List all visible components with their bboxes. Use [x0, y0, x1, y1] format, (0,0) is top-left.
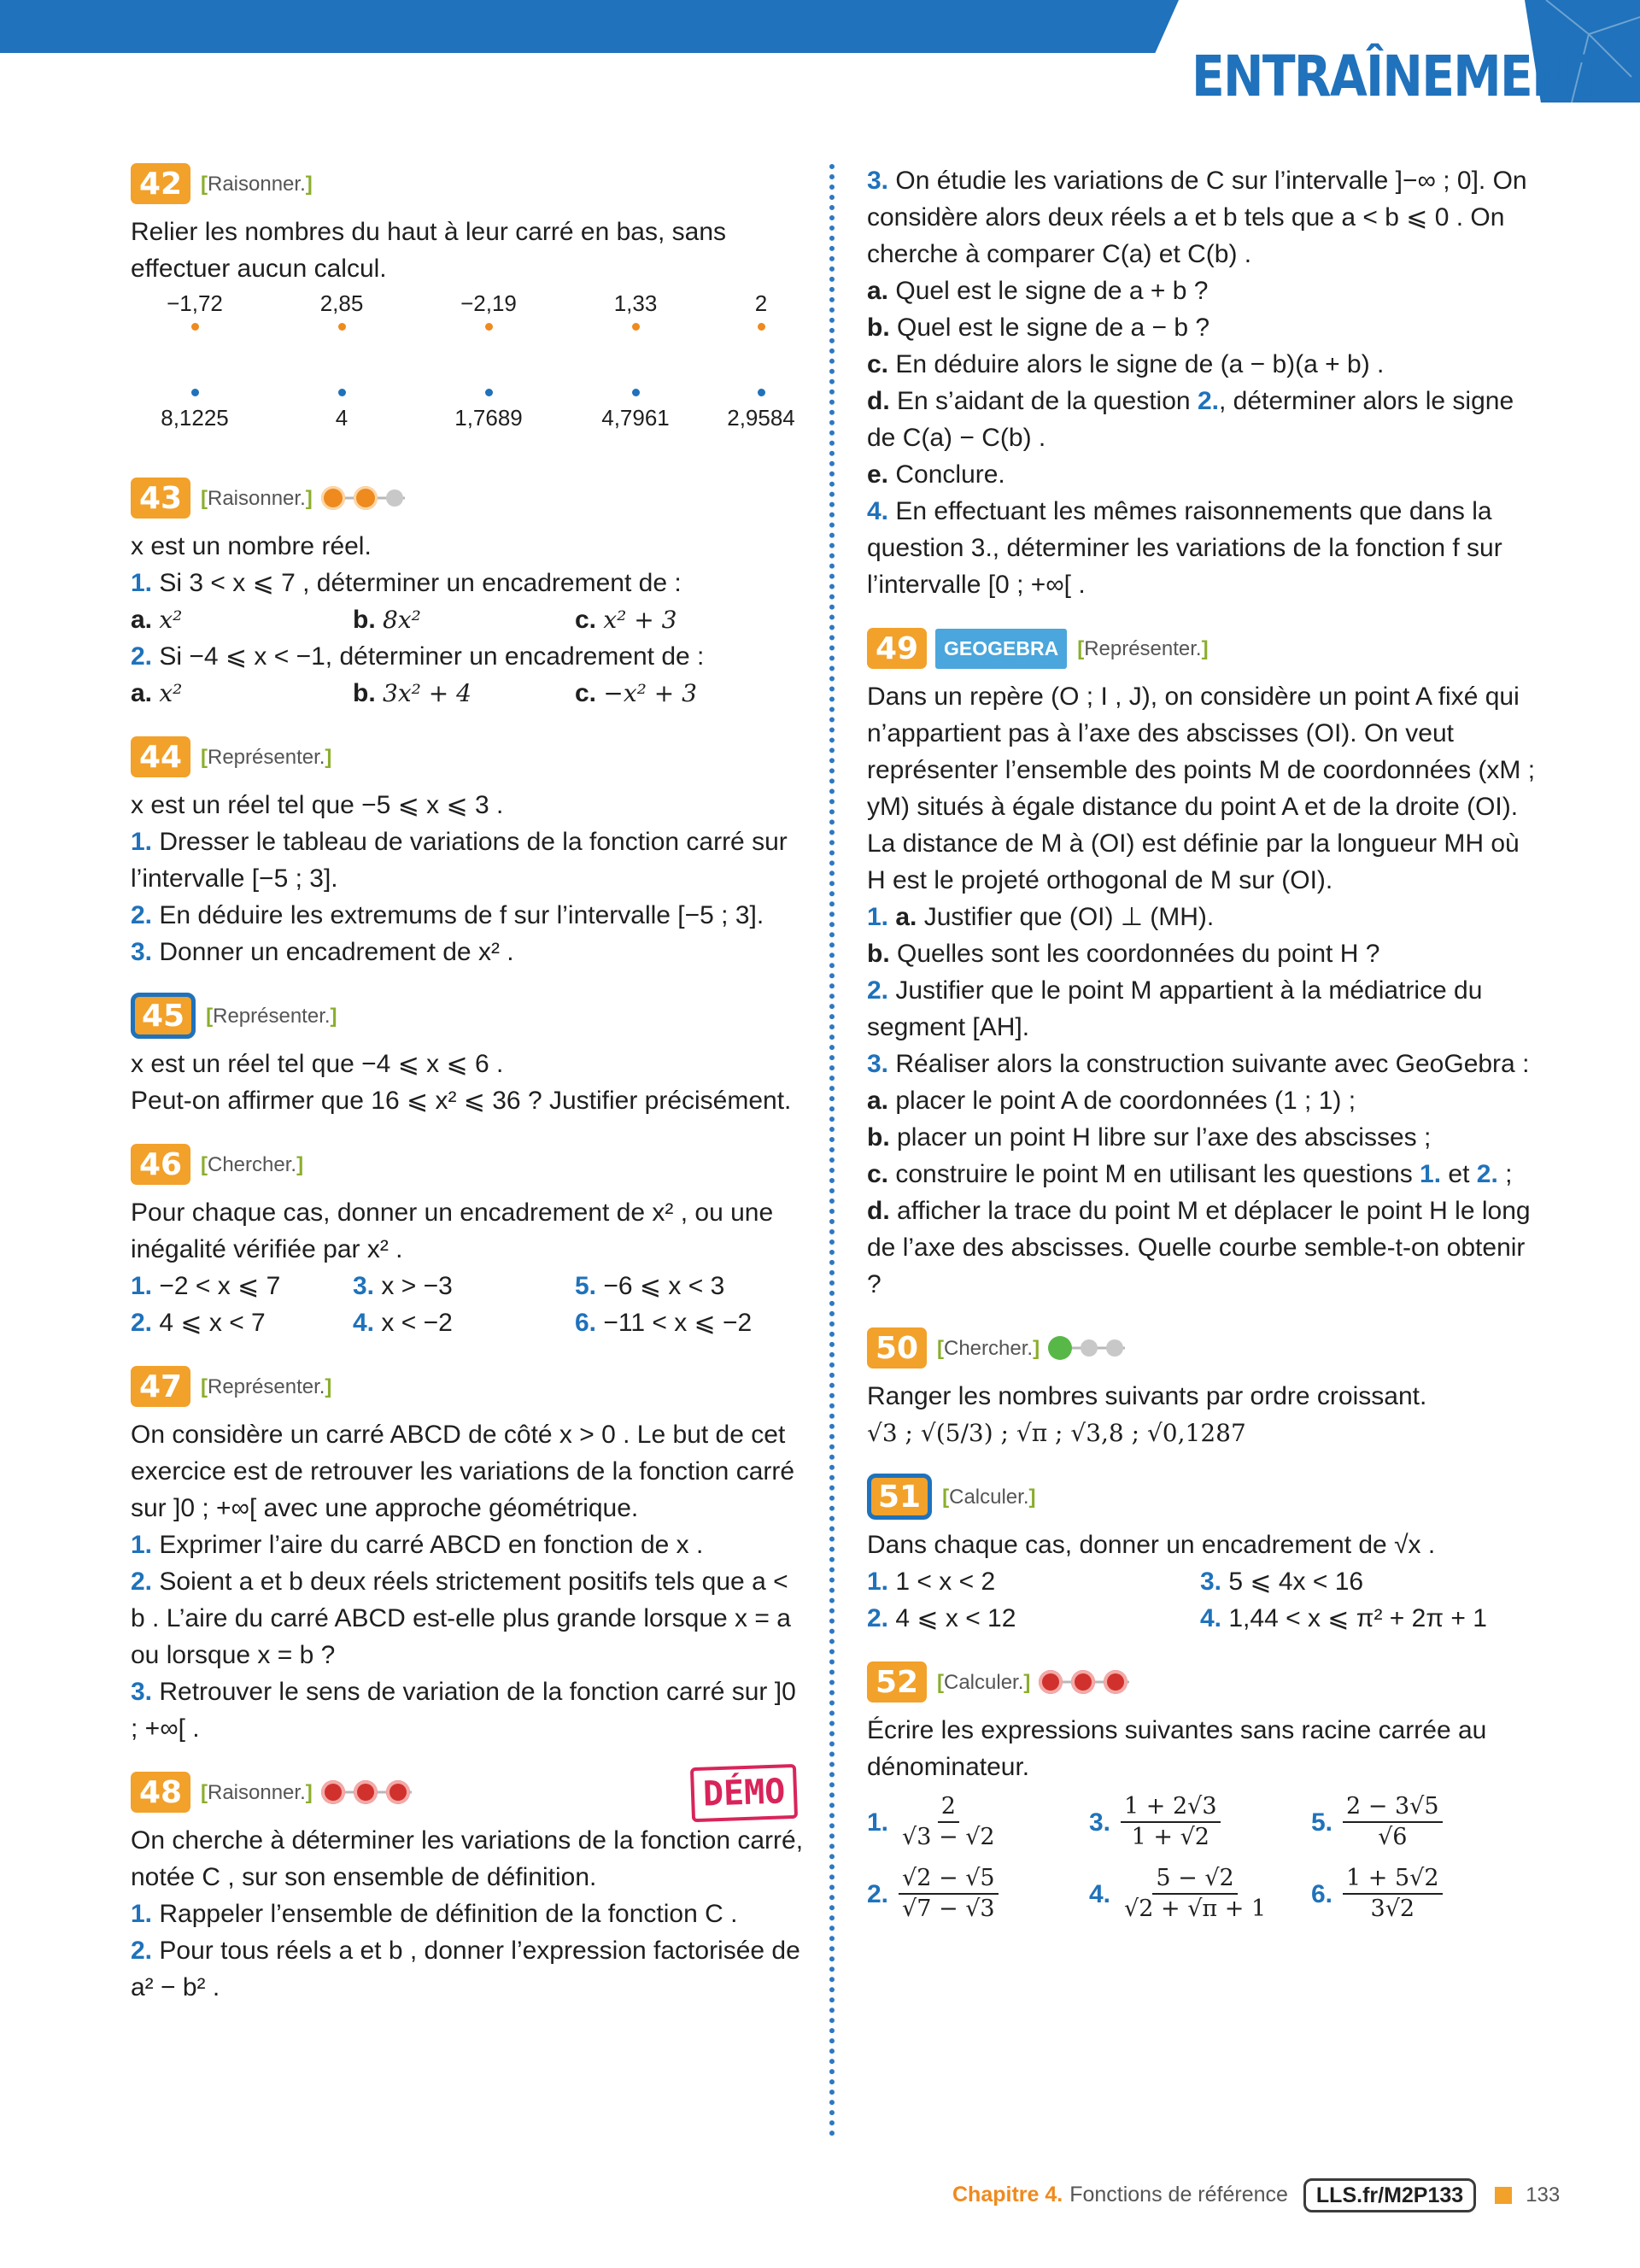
page-title: ENTRAÎNEMENT — [1192, 44, 1602, 109]
question-3a: a. placer le point A de coordonnées (1 ; 1) ; — [867, 1087, 1356, 1115]
exercise-intro: x est un réel tel que −4 ⩽ x ⩽ 6 . — [131, 1050, 504, 1078]
question-3d: d. afficher la trace du point M et déplacer le point H le long de l’axe des abscisses. Quelle courbe semble-t-on obtenir ? — [867, 1197, 1531, 1298]
difficulty-indicator — [321, 1780, 419, 1804]
question-1a: 1. a. Justifier que (OI) ⊥ (MH). — [867, 903, 1215, 931]
question-3c: c. construire le point M en utilisant les questions 1. et 2. ; — [867, 1160, 1513, 1188]
bottom-number: 4,7961 — [571, 389, 700, 431]
top-number: 2 — [697, 290, 825, 331]
exercise-number: 43 — [131, 478, 190, 519]
fraction-item: 1. $\frac{2}{√3 - √2}$ — [867, 1793, 995, 1850]
exercise-48 — [131, 1771, 805, 2006]
skill-tag: [Raisonner.] — [201, 1780, 313, 1804]
question-1b: b. Quelles sont les coordonnées du point H ? — [867, 940, 1380, 968]
top-number: 1,33 — [571, 290, 700, 331]
skill-tag: [Chercher.] — [937, 1336, 1040, 1360]
question-3: 3. On étudie les variations de C sur l’intervalle ]−∞ ; 0]. On considère alors deux réels a et b tels que a < b ⩽ 0 . On cherche à comparer C(a) et C(b) . — [867, 167, 1527, 268]
question-2: 2. Si −4 ⩽ x < −1, déterminer un encadrement de : — [131, 642, 705, 671]
exercise-42 — [131, 162, 805, 453]
question-1: 1. Si 3 < x ⩽ 7 , déterminer un encadrement de : — [131, 569, 682, 597]
question-4: 4. En effectuant les mêmes raisonnements que dans la question 3., déterminer les variations de la fonction f sur l’intervalle [0 ; +∞[ . — [867, 497, 1502, 599]
resource-link[interactable]: LLS.fr/M2P133 — [1303, 2178, 1476, 2212]
skill-tag: [Raisonner.] — [201, 172, 313, 196]
fraction-list — [867, 1792, 1542, 1924]
difficulty-indicator — [1048, 1336, 1132, 1360]
skill-tag: [Chercher.] — [201, 1152, 304, 1176]
exercise-50 — [867, 1327, 1542, 1451]
page-marker — [1495, 2187, 1512, 2204]
exercise-number: 47 — [131, 1366, 190, 1407]
fraction-item: 4. $\frac{5 - √2}{√2 + √\pi + 1}$ — [1089, 1865, 1267, 1922]
difficulty-indicator — [321, 486, 412, 510]
top-number: 2,85 — [278, 290, 406, 331]
numbers-to-order: √3 ; √(5/3) ; √π ; √3,8 ; √0,1287 — [867, 1419, 1246, 1447]
chapter-title: Fonctions de référence — [1069, 2183, 1288, 2206]
skill-tag: [Calculer.] — [942, 1485, 1036, 1509]
exercise-number: 42 — [131, 163, 190, 204]
question-3c: c. En déduire alors le signe de (a − b)(a + b) . — [867, 350, 1385, 378]
skill-tag: [Représenter.] — [201, 745, 332, 769]
question-2-items: a. x² b. 3x² + 4 c. −x² + 3 — [131, 679, 697, 707]
exercise-number: 48 — [131, 1772, 190, 1813]
question-1: 1. Dresser le tableau de variations de la fonction carré sur l’intervalle [−5 ; 3]. — [131, 828, 788, 893]
question-3: 3. Réaliser alors la construction suivante avec GeoGebra : — [867, 1050, 1530, 1078]
fraction-item: 3. $\frac{1 + 2√3}{1 + √2}$ — [1089, 1792, 1311, 1852]
exercise-49 — [867, 627, 1542, 1303]
exercise-text: Écrire les expressions suivantes sans racine carrée au dénominateur. — [867, 1716, 1487, 1781]
exercise-text: Dans chaque cas, donner un encadrement de √x . — [867, 1531, 1436, 1559]
exercise-number: 50 — [867, 1327, 927, 1368]
fraction-item: 5. $\frac{2 - 3√5}{√6}$ — [1311, 1792, 1533, 1852]
exercise-number: 51 — [867, 1474, 932, 1520]
difficulty-indicator — [1039, 1670, 1136, 1694]
exercise-text: Ranger les nombres suivants par ordre croissant. — [867, 1382, 1427, 1410]
chapter-label: Chapitre 4. — [952, 2183, 1063, 2206]
case-list: 1. 1 < x < 2 3. 5 ⩽ 4x < 16 2. 4 ⩽ x < 12 4. 1,44 < x ⩽ π² + 2π + 1 — [867, 1568, 1487, 1632]
exercise-47 — [131, 1365, 805, 1747]
exercise-text: Relier les nombres du haut à leur carré en bas, sans effectuer aucun calcul. — [131, 218, 727, 283]
bottom-number: 2,9584 — [697, 389, 825, 431]
exercise-44 — [131, 735, 805, 970]
page-number: 133 — [1526, 2183, 1561, 2206]
number-matching — [131, 290, 805, 453]
exercise-52 — [867, 1661, 1542, 1924]
bottom-number: 8,1225 — [131, 389, 259, 431]
question-3e: e. Conclure. — [867, 460, 1005, 489]
right-column — [867, 162, 1542, 1948]
skill-tag: [Représenter.] — [1077, 636, 1209, 660]
exercise-intro: x est un réel tel que −5 ⩽ x ⩽ 3 . — [131, 791, 504, 819]
question-3: 3. Donner un encadrement de x² . — [131, 938, 514, 966]
fraction-item: 2. $\frac{√2 - √5}{√7 - √3}$ — [867, 1864, 1089, 1924]
question-2: 2. Justifier que le point M appartient à la médiatrice du segment [AH]. — [867, 976, 1483, 1041]
top-number: −1,72 — [131, 290, 259, 331]
skill-tag: [Représenter.] — [201, 1374, 332, 1398]
exercise-text: Pour chaque cas, donner un encadrement de x² , ou une inégalité vérifiée par x² . — [131, 1198, 774, 1263]
exercise-number: 52 — [867, 1661, 927, 1702]
question-2: 2. Soient a et b deux réels strictement positifs tels que a < b . L’aire du carré ABCD est-elle plus grande lorsque x = a ou lorsque x = b ? — [131, 1568, 791, 1669]
bottom-number: 4 — [278, 389, 406, 431]
exercise-number: 46 — [131, 1144, 190, 1185]
exercise-intro: x est un nombre réel. — [131, 532, 372, 560]
exercise-46 — [131, 1143, 805, 1341]
exercise-48-continued — [867, 162, 1542, 603]
exercise-number: 49 — [867, 628, 927, 669]
question-1: 1. Exprimer l’aire du carré ABCD en fonction de x . — [131, 1531, 704, 1559]
exercise-45 — [131, 994, 805, 1119]
question-2: 2. Pour tous réels a et b , donner l’expression factorisée de a² − b² . — [131, 1937, 800, 2001]
case-list: 1. −2 < x ⩽ 7 3. x > −3 5. −6 ⩽ x < 3 2. 4 ⩽ x < 7 4. x < −2 6. −11 < x ⩽ −2 — [131, 1272, 753, 1337]
question-3b: b. placer un point H libre sur l’axe des abscisses ; — [867, 1123, 1432, 1152]
exercise-43 — [131, 477, 805, 712]
exercise-text: Dans un repère (O ; I , J), on considère un point A fixé qui n’appartient pas à l’axe des abscisses (OI). On veut représenter l’ensemble des points M de coordonnées (xM ; yM) situés à égale distance du point A et de la droite (OI). La distance de M à (OI) est définie par la longueur MH où H est le projeté orthogonal de M sur (OI). — [867, 683, 1536, 894]
column-divider — [829, 164, 835, 2137]
question-3b: b. Quel est le signe de a − b ? — [867, 314, 1210, 342]
top-number: −2,19 — [425, 290, 553, 331]
question-2: 2. En déduire les extremums de f sur l’intervalle [−5 ; 3]. — [131, 901, 764, 929]
bottom-number: 1,7689 — [425, 389, 553, 431]
left-column — [131, 162, 805, 2030]
demo-badge: DÉMO — [690, 1764, 798, 1822]
skill-tag: [Représenter.] — [206, 1004, 337, 1028]
exercise-number: 45 — [131, 993, 196, 1039]
question-3d: d. En s’aidant de la question 2., déterminer alors le signe de C(a) − C(b) . — [867, 387, 1514, 452]
exercise-text: On considère un carré ABCD de côté x > 0 . Le but de cet exercice est de retrouver les variations de la fonction carré sur ]0 ; +∞[ avec une approche géométrique. — [131, 1421, 795, 1522]
skill-tag: [Calculer.] — [937, 1670, 1031, 1694]
exercise-text: Peut-on affirmer que 16 ⩽ x² ⩽ 36 ? Justifier précisément. — [131, 1087, 792, 1115]
top-banner — [0, 0, 1179, 53]
question-1-items: a. x² b. 8x² c. x² + 3 — [131, 606, 677, 634]
geogebra-badge: GEOGEBRA — [935, 629, 1067, 669]
question-3a: a. Quel est le signe de a + b ? — [867, 277, 1209, 305]
question-1: 1. Rappeler l’ensemble de définition de la fonction C . — [131, 1900, 738, 1928]
exercise-number: 44 — [131, 736, 190, 777]
fraction-item: 6. $\frac{1 + 5√2}{3√2}$ — [1311, 1864, 1533, 1924]
page-footer — [952, 2177, 1560, 2213]
skill-tag: [Raisonner.] — [201, 486, 313, 510]
exercise-51 — [867, 1475, 1542, 1637]
exercise-text: On cherche à déterminer les variations de la fonction carré, notée C , sur son ensemble de définition. — [131, 1826, 804, 1891]
question-3: 3. Retrouver le sens de variation de la fonction carré sur ]0 ; +∞[ . — [131, 1678, 796, 1743]
